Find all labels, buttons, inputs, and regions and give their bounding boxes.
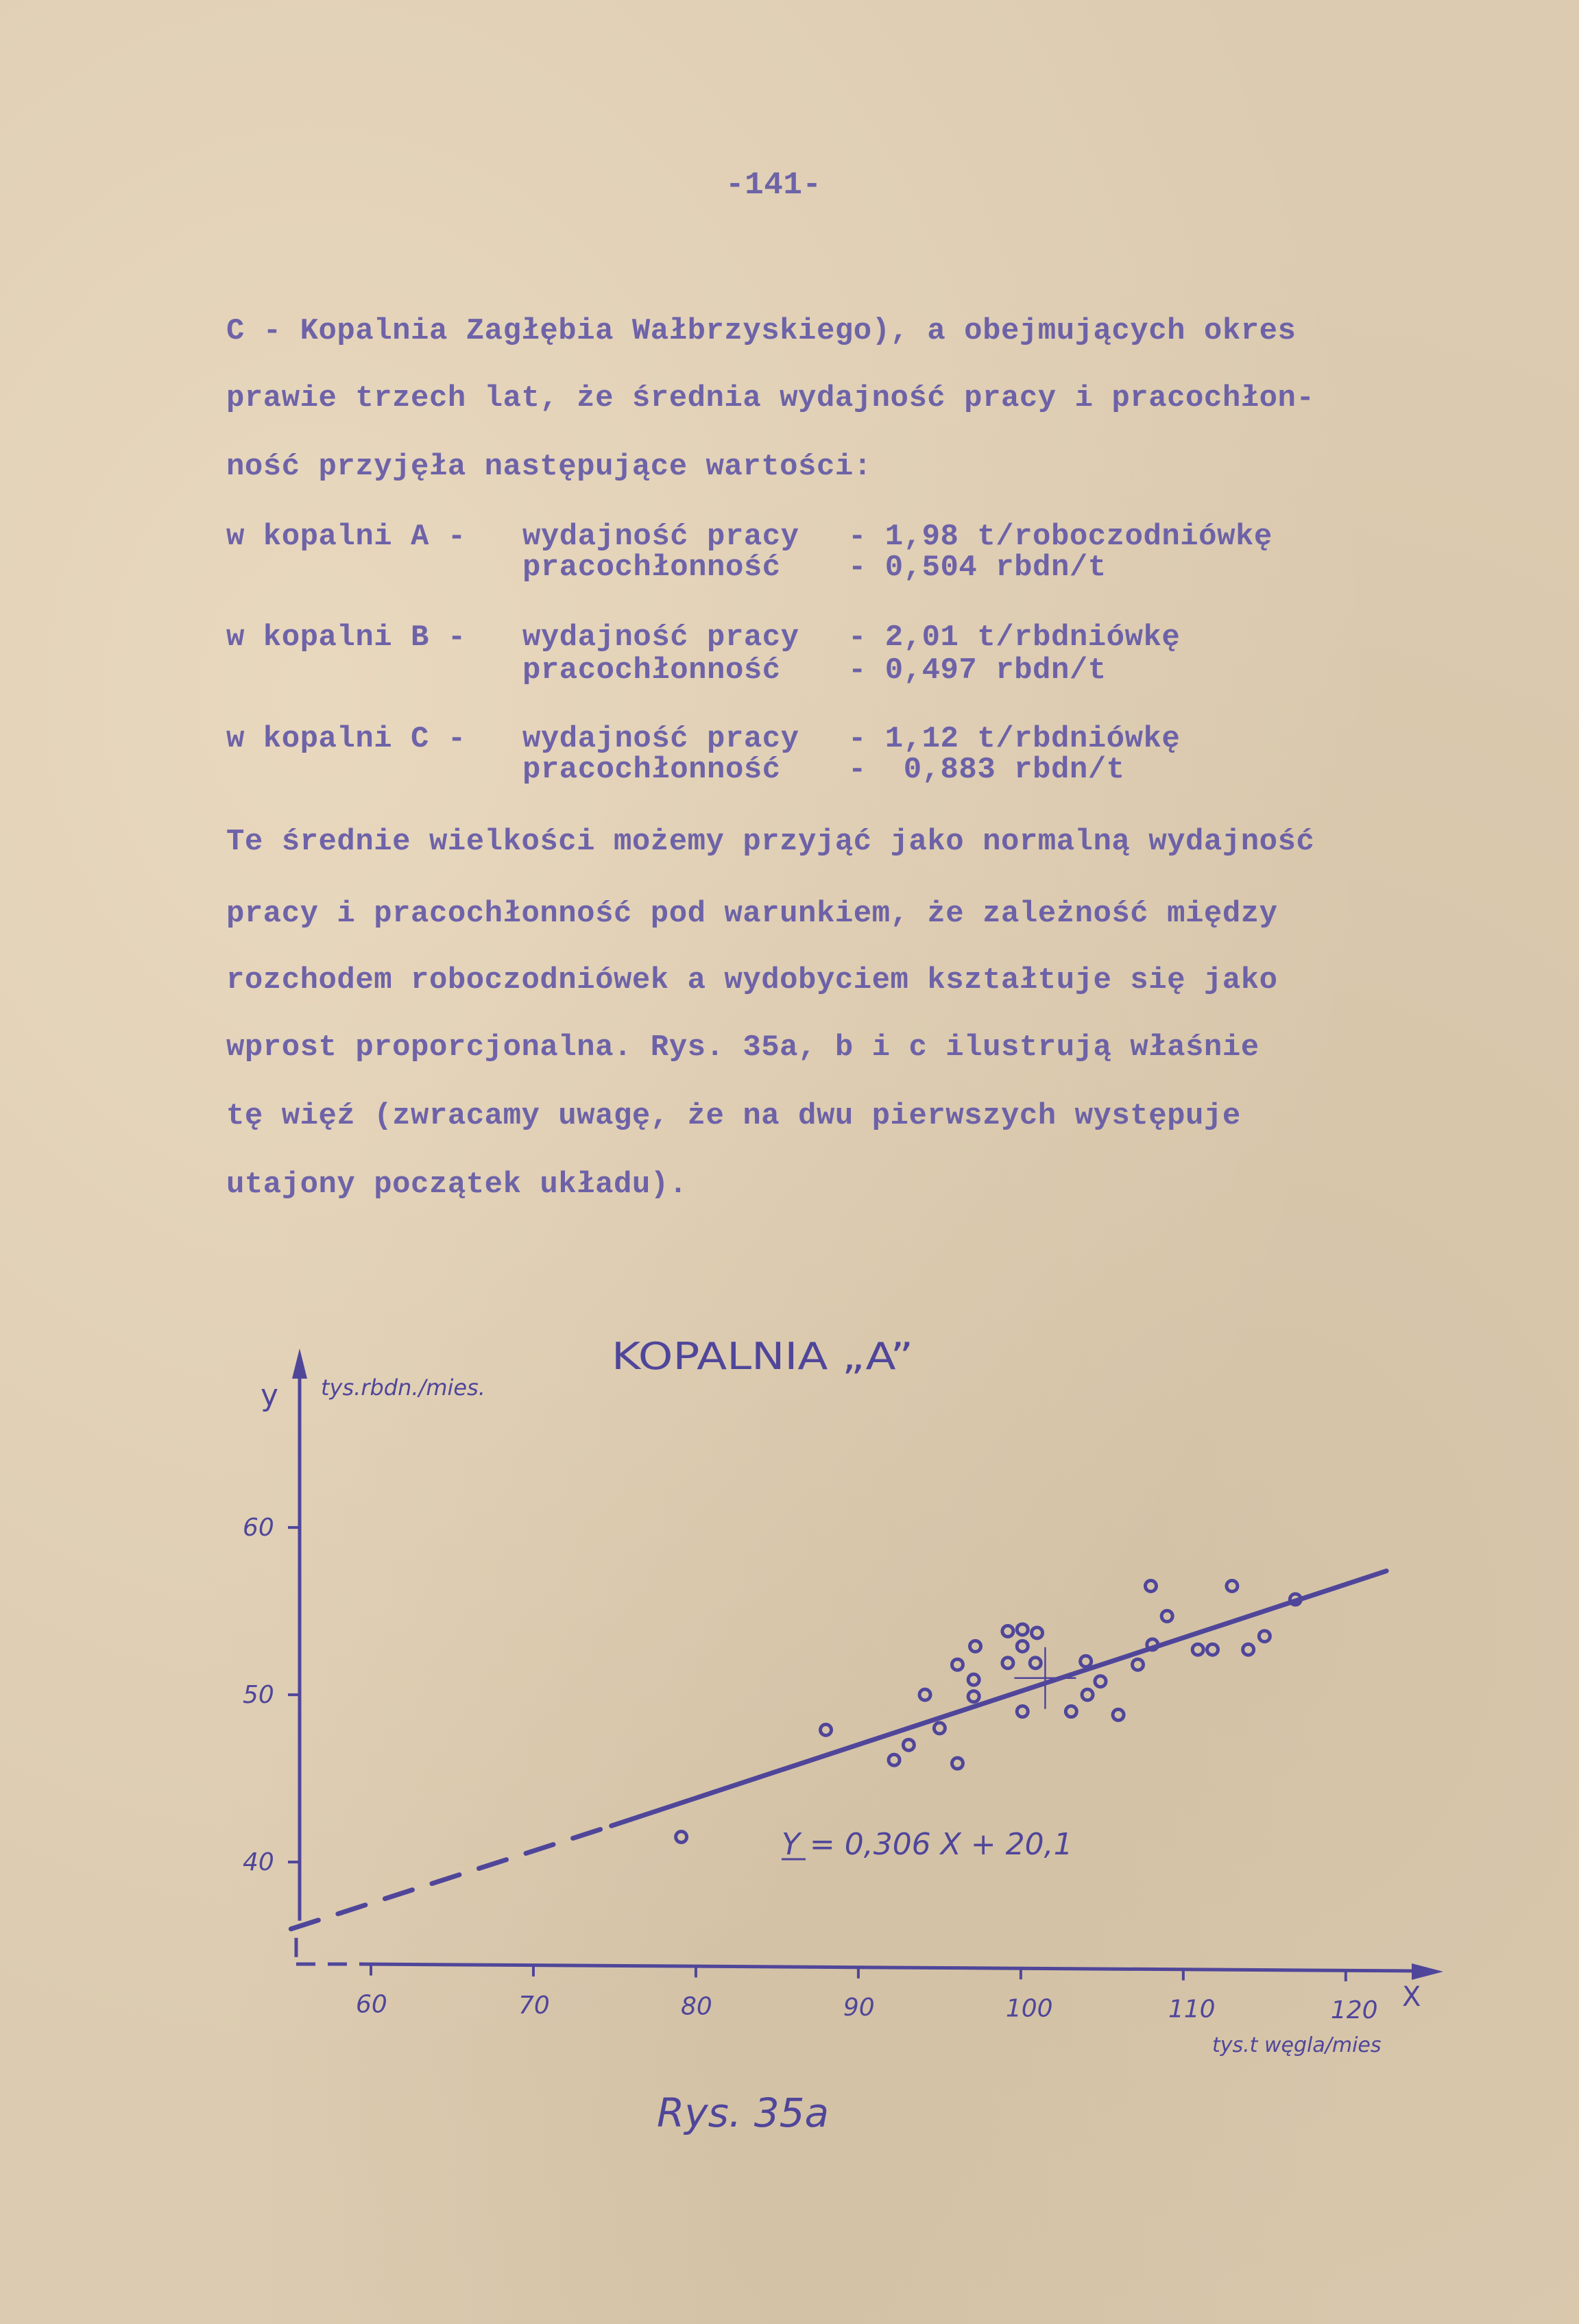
- data-point: [1002, 1658, 1013, 1669]
- data-point: [1145, 1581, 1156, 1592]
- data-point: [970, 1641, 981, 1651]
- data-point: [1161, 1610, 1172, 1621]
- y-tick-label: 50: [243, 1681, 274, 1710]
- productivity-label: wydajność pracy: [522, 620, 799, 655]
- mine-label: w kopalni C -: [226, 722, 466, 756]
- text-line: rozchodem roboczodniówek a wydobyciem kształtuje się jako: [226, 963, 1278, 997]
- x-tick-label: 60: [356, 1990, 387, 2019]
- labor-value: - 0,504 rbdn/t: [848, 550, 1107, 585]
- x-tick-label: 70: [518, 1992, 550, 2020]
- labor-value: - 0,497 rbdn/t: [848, 653, 1107, 688]
- data-point: [1082, 1689, 1093, 1700]
- data-point: [1192, 1644, 1203, 1655]
- figure-caption: Rys. 35a: [657, 2090, 830, 2136]
- data-point: [1017, 1706, 1028, 1717]
- page-number: -141-: [725, 167, 822, 203]
- y-axis-arrow-icon: [292, 1348, 307, 1379]
- data-point: [968, 1674, 979, 1685]
- x-tick-label: 80: [680, 1992, 712, 2021]
- data-point: [952, 1758, 963, 1769]
- x-tick-label: 100: [1005, 1994, 1053, 2023]
- data-point: [676, 1832, 687, 1843]
- data-point: [968, 1691, 979, 1702]
- chart-ticks: [243, 1514, 1378, 2024]
- data-point: [1132, 1659, 1143, 1670]
- productivity-value: - 1,12 t/rbdniówkę: [848, 722, 1181, 756]
- data-point: [903, 1739, 914, 1750]
- regression-dashed-extension: [291, 1826, 611, 1928]
- data-point: [952, 1659, 963, 1670]
- regression-solid-line: [612, 1571, 1386, 1826]
- x-axis-line: [361, 1964, 1416, 1971]
- data-point: [1065, 1706, 1076, 1717]
- text-line: prawie trzech lat, że średnia wydajność pracy i pracochłon-: [226, 381, 1315, 415]
- text-line: C - Kopalnia Zagłębia Wałbrzyskiego), a obejmujących okres: [226, 314, 1297, 348]
- data-point: [1207, 1644, 1218, 1655]
- productivity-value: - 2,01 t/rbdniówkę: [848, 620, 1181, 655]
- data-point: [1002, 1625, 1013, 1636]
- text-line: ność przyjęła następujące wartości:: [226, 450, 872, 484]
- data-point: [1081, 1656, 1092, 1667]
- data-point: [1259, 1631, 1270, 1642]
- data-point: [1113, 1709, 1124, 1720]
- text-line: wprost proporcjonalna. Rys. 35a, b i c ilustrują właśnie: [226, 1030, 1259, 1065]
- data-points: [676, 1581, 1301, 1843]
- labor-label: pracochłonność: [522, 753, 781, 787]
- regression-line: [291, 1571, 1386, 1929]
- data-point: [1095, 1676, 1106, 1687]
- productivity-label: wydajność pracy: [522, 520, 799, 554]
- productivity-value: - 1,98 t/roboczodniówkę: [848, 520, 1273, 554]
- text-line: Te średnie wielkości możemy przyjąć jako normalną wydajność: [226, 825, 1315, 859]
- mine-label: w kopalni A -: [226, 520, 466, 554]
- text-line: pracy i pracochłonność pod warunkiem, że zależność między: [226, 897, 1278, 931]
- chart-axes: [292, 1348, 1443, 1980]
- data-point: [1227, 1581, 1238, 1592]
- x-axis-label: tys.t węgla/mies: [1212, 2033, 1382, 2057]
- productivity-label: wydajność pracy: [522, 722, 799, 756]
- labor-value: - 0,883 rbdn/t: [848, 753, 1125, 787]
- labor-label: pracochłonność: [522, 653, 781, 688]
- text-line: tę więź (zwracamy uwagę, że na dwu pierwszych występuje: [226, 1099, 1241, 1133]
- y-axis-label: tys.rbdn./mies.: [321, 1375, 485, 1401]
- x-axis-arrow-icon: [1412, 1963, 1443, 1980]
- chart-title: KOPALNIA „A”: [612, 1335, 913, 1378]
- y-axis-name: y: [261, 1378, 279, 1413]
- regression-equation: Y = 0,306 X + 20,1: [782, 1827, 1073, 1862]
- x-tick-label: 90: [843, 1993, 875, 2022]
- data-point: [1017, 1641, 1028, 1651]
- data-point: [821, 1724, 832, 1735]
- data-point: [1147, 1639, 1158, 1650]
- data-point: [934, 1723, 945, 1734]
- data-point: [1243, 1644, 1254, 1655]
- data-point: [889, 1754, 900, 1765]
- data-point: [1030, 1658, 1041, 1669]
- y-tick-label: 60: [243, 1514, 274, 1542]
- text-line: utajony początek układu).: [226, 1167, 688, 1202]
- x-axis-name: X: [1402, 1981, 1421, 2013]
- data-point: [919, 1689, 930, 1700]
- x-tick-label: 110: [1168, 1995, 1216, 2024]
- mine-label: w kopalni B -: [226, 620, 466, 655]
- x-tick-label: 120: [1330, 1996, 1378, 2025]
- data-point: [1032, 1627, 1043, 1638]
- data-point: [1017, 1624, 1028, 1635]
- mean-cross: [1014, 1647, 1076, 1709]
- labor-label: pracochłonność: [522, 550, 781, 585]
- y-tick-label: 40: [243, 1848, 274, 1877]
